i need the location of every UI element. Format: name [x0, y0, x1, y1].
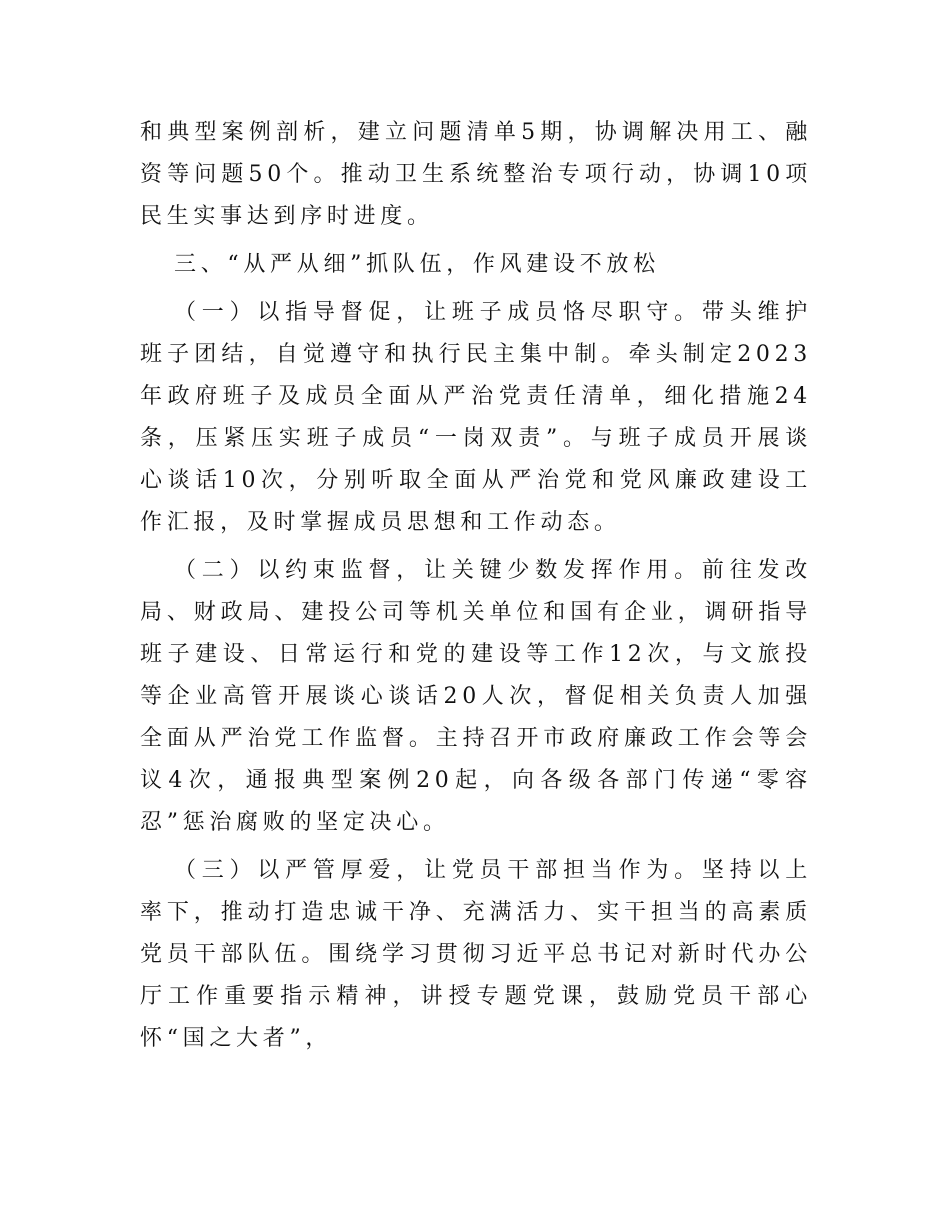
- paragraph-guidance: （一）以指导督促，让班子成员恪尽职守。带头维护班子团结，自觉遵守和执行民主集中制。牵头制定2023年政府班子及成员全面从严治党责任清单，细化措施24条，压紧压实班子成员“一岗双责”。与班子成员开展谈心谈话10次，分别听取全面从严治党和党风廉政建设工作汇报，及时掌握成员思想和工作动态。: [140, 300, 812, 535]
- section-heading: 三、“从严从细”抓队伍，作风建设不放松: [174, 252, 660, 277]
- paragraph-strict-management: （三）以严管厚爱，让党员干部担当作为。坚持以上率下，推动打造忠诚干净、充满活力、实干担当的高素质党员干部队伍。围绕学习贯彻习近平总书记对新时代办公厅工作重要指示精神，讲授专题党课，鼓励党员干部心怀“国之大者”，: [140, 858, 812, 1051]
- paragraph-supervision: （二）以约束监督，让关键少数发挥作用。前往发改局、财政局、建投公司等机关单位和国有企业，调研指导班子建设、日常运行和党的建设等工作12次，与文旅投等企业高管开展谈心谈话20人次，督促相关负责人加强全面从严治党工作监督。主持召开市政府廉政工作会等会议4次，通报典型案例20起，向各级各部门传递“零容忍”惩治腐败的坚定决心。: [140, 558, 812, 835]
- document-body: [140, 112, 812, 1066]
- paragraph-continuation: 和典型案例剖析，建立问题清单5期，协调解决用工、融资等问题50个。推动卫生系统整治专项行动，协调10项民生实事达到序时进度。: [140, 120, 812, 229]
